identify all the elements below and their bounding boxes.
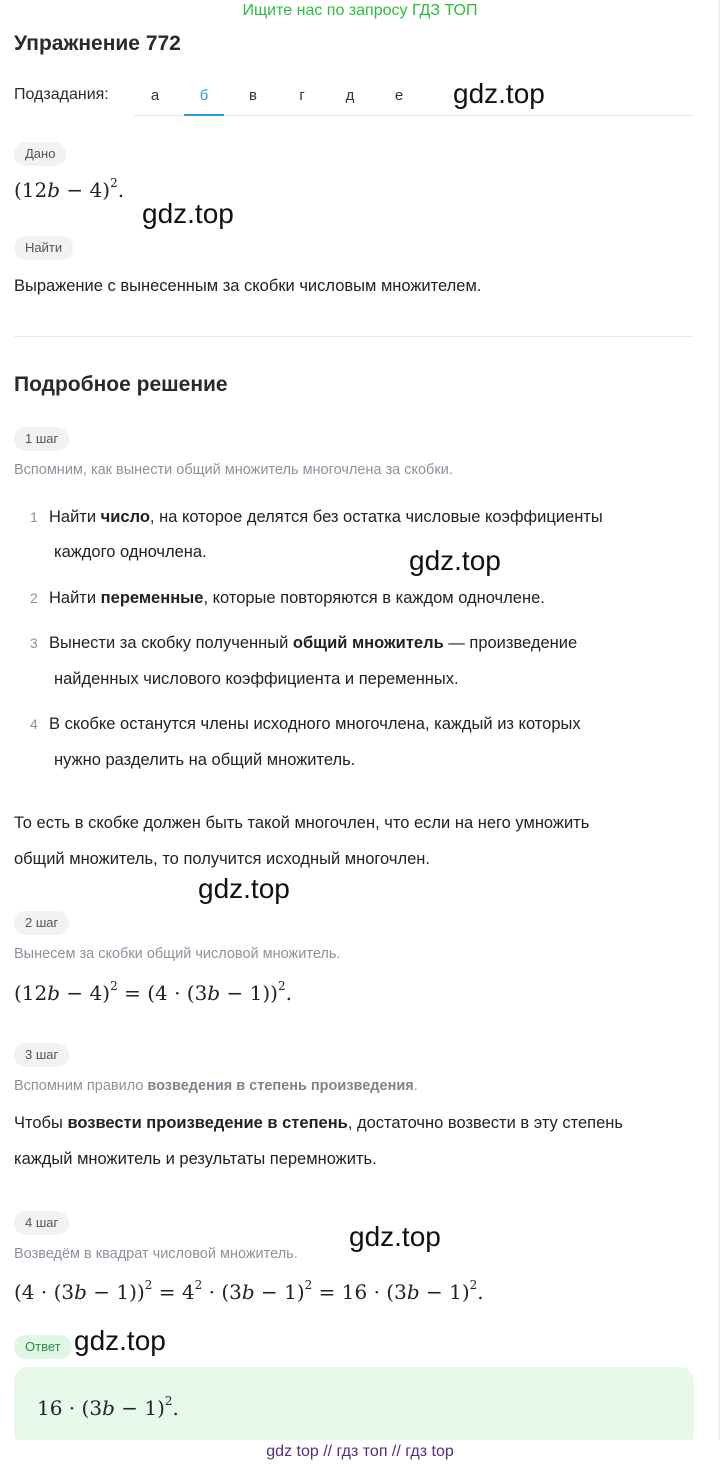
tab-a[interactable]: а <box>150 87 160 104</box>
watermark: gdz.top <box>409 545 501 576</box>
watermark: gdz.top <box>74 1325 166 1356</box>
list-item-continuation: нужно разделить на общий множитель. <box>54 751 356 769</box>
answer-expression: $16 \cdot (3b - 1)^2$. <box>37 1394 179 1420</box>
find-badge: Найти <box>14 236 73 260</box>
step-3-text-line-2: каждый множитель и результаты перемножить. <box>14 1150 377 1168</box>
watermark: gdz.top <box>453 78 545 109</box>
step-2-badge: 2 шаг <box>14 911 69 935</box>
given-badge: Дано <box>14 142 66 166</box>
list-item-continuation: найденных числового коэффициента и переменных. <box>54 670 459 688</box>
list-item: Вынести за скобку полученный общий множитель — произведение <box>49 634 578 652</box>
tab-e[interactable]: е <box>394 87 404 104</box>
watermark: gdz.top <box>349 1221 441 1252</box>
watermark: gdz.top <box>142 198 234 229</box>
step-4-expression: $(4 \cdot (3b - 1))^2 = 4^2 \cdot (3b - 1)^2 = 16 \cdot (3b - 1)^2$. <box>14 1278 484 1304</box>
step-3-text-line-1: Чтобы возвести произведение в степень, достаточно возвести в эту степень <box>14 1114 623 1132</box>
active-tab-indicator <box>184 114 224 116</box>
step-4-badge: 4 шаг <box>14 1211 69 1235</box>
list-item: Найти переменные, которые повторяются в каждом одночлене. <box>49 589 545 607</box>
list-item: Найти число, на которое делятся без остатка числовые коэффициенты <box>49 508 603 526</box>
step-1-text-line-1: То есть в скобке должен быть такой многочлен, что если на него умножить <box>14 814 590 832</box>
step-1-hint: Вспомним, как вынести общий множитель многочлена за скобки. <box>14 462 453 478</box>
list-item: В скобке останутся члены исходного многочлена, каждый из которых <box>49 715 581 733</box>
find-text: Выражение с вынесенным за скобки числовым множителем. <box>14 277 482 295</box>
list-item-number: 4 <box>30 716 38 732</box>
step-1-badge: 1 шаг <box>14 427 69 451</box>
step-2-expression: $(12b - 4)^2 = (4 \cdot (3b - 1))^2$. <box>14 979 292 1005</box>
tab-g[interactable]: г <box>299 87 305 104</box>
subtasks-label: Подзадания: <box>14 86 109 103</box>
search-banner[interactable]: Ищите нас по запросу ГДЗ ТОП <box>242 2 478 19</box>
tab-b[interactable]: б <box>199 87 209 104</box>
step-2-hint: Вынесем за скобки общий числовой множитель. <box>14 946 341 962</box>
solution-title: Подробное решение <box>14 373 228 396</box>
divider <box>14 336 694 337</box>
given-expression: $(12b - 4)^2$. <box>14 176 125 202</box>
step-4-hint: Возведём в квадрат числовой множитель. <box>14 1246 298 1262</box>
tab-d[interactable]: д <box>345 87 355 104</box>
exercise-title: Упражнение 772 <box>14 32 181 55</box>
watermark: gdz.top <box>198 873 290 904</box>
list-item-number: 1 <box>30 509 38 525</box>
answer-box <box>14 1367 694 1447</box>
footer-links[interactable]: gdz top // гдз топ // гдз top <box>0 1440 720 1467</box>
list-item-number: 3 <box>30 635 38 651</box>
answer-badge: Ответ <box>14 1335 72 1359</box>
list-item-continuation: каждого одночлена. <box>54 543 207 561</box>
step-1-text-line-2: общий множитель, то получится исходный многочлен. <box>14 850 430 868</box>
step-3-badge: 3 шаг <box>14 1043 69 1067</box>
step-3-hint: Вспомним правило возведения в степень произведения. <box>14 1078 418 1094</box>
list-item-number: 2 <box>30 590 38 606</box>
subtask-tabs <box>134 74 694 116</box>
tab-v[interactable]: в <box>249 87 257 104</box>
